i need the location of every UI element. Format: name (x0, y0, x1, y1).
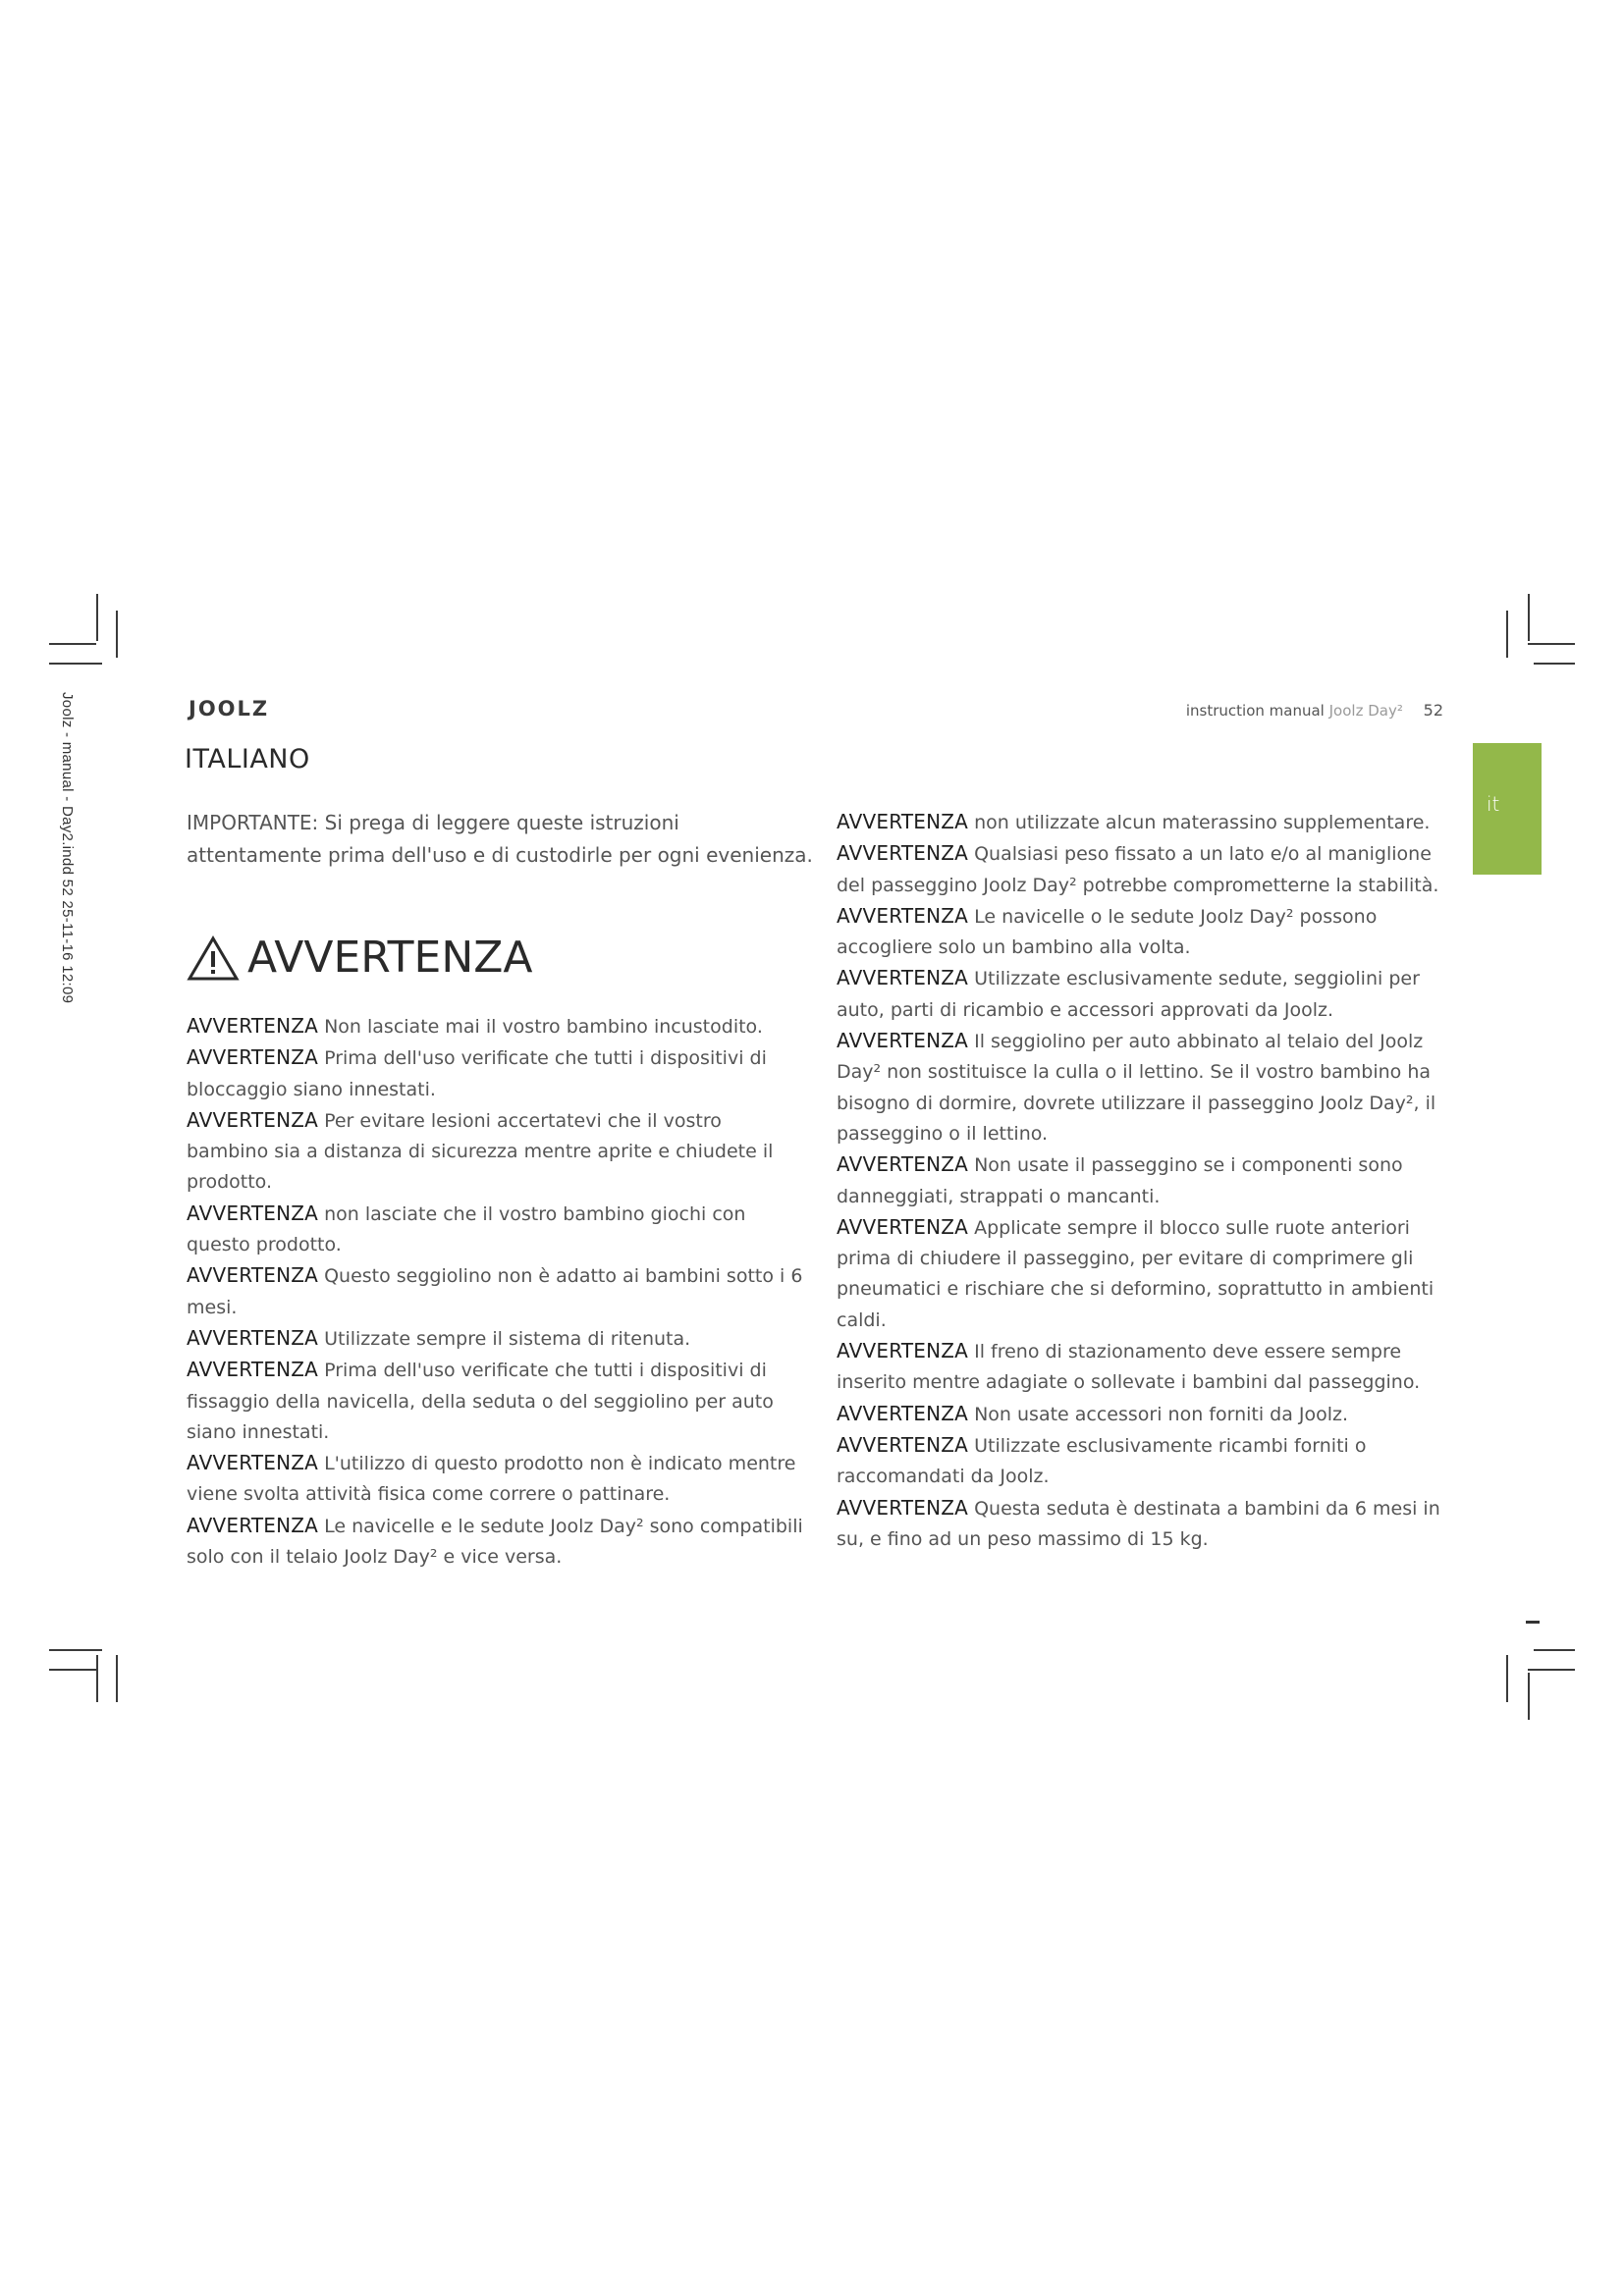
warning-text: Utilizzate esclusivamente sedute, seggiolini per auto, parti di ricambio e accessori approvati da Joolz. (837, 968, 1420, 1021)
language-tab (1473, 743, 1542, 875)
warning-keyword: AVVERTENZA (837, 1432, 969, 1457)
warning-text: non utilizzate alcun materassino supplementare. (968, 812, 1431, 833)
crop-mark (1534, 663, 1575, 665)
warning-keyword: AVVERTENZA (187, 1451, 319, 1475)
warning-item (187, 1199, 805, 1261)
crop-mark (1528, 643, 1575, 645)
warning-item (187, 1448, 805, 1511)
warning-text: Il freno di stazionamento deve essere sempre inserito mentre adagiate o sollevate i bambini dal passeggino. (837, 1341, 1421, 1394)
warning-item (187, 1260, 805, 1323)
crop-mark (1528, 1673, 1530, 1720)
warning-item (837, 1430, 1465, 1493)
warnings-right-column (837, 807, 1465, 1555)
warning-triangle-icon (187, 934, 240, 982)
warning-item (187, 1355, 805, 1448)
warning-keyword: AVVERTENZA (187, 1263, 319, 1288)
running-header (1178, 701, 1443, 720)
warning-text: Il seggiolino per auto abbinato al telaio del Joolz Day² non sostituisce la culla o il lettino. Se il vostro bambino ha bisogno di dormire, dovrete utilizzare il passeggino Joolz Day², il passeggino o il lettino. (837, 1031, 1436, 1145)
warning-item (187, 1105, 805, 1199)
warning-text: Per evitare lesioni accertatevi che il vostro bambino sia a distanza di sicurezza mentre aprite e chiudete il prodotto. (187, 1109, 774, 1194)
important-notice: IMPORTANTE: Si prega di leggere queste istruzioni attentamente prima dell'uso e di custodirle per ogni evenienza. (187, 811, 813, 867)
page-number: 52 (1423, 701, 1443, 720)
crop-mark (96, 594, 98, 641)
warning-item (837, 1336, 1465, 1399)
warning-text: Prima dell'uso verificate che tutti i dispositivi di bloccaggio siano innestati. (187, 1047, 767, 1100)
warning-keyword: AVVERTENZA (187, 1513, 319, 1537)
warning-item (187, 1011, 805, 1042)
warning-keyword: AVVERTENZA (837, 903, 969, 928)
crop-mark (1528, 1669, 1575, 1671)
warnings-left-column (187, 1011, 805, 1573)
warning-heading (187, 933, 533, 983)
warning-keyword: AVVERTENZA (187, 1107, 319, 1132)
language-tab-label: it (1487, 792, 1500, 816)
warning-keyword: AVVERTENZA (837, 1029, 969, 1053)
crop-mark (116, 1655, 118, 1702)
warning-text: Qualsiasi peso fissato a un lato e/o al maniglione del passeggino Joolz Day² potrebbe comprometterne la stabilità. (837, 843, 1439, 896)
page-dash-mark (1526, 1621, 1540, 1624)
warning-text: Prima dell'uso verificate che tutti i dispositivi di fissaggio della navicella, della seduta o del seggiolino per auto siano innestati. (187, 1360, 774, 1443)
crop-mark (1506, 611, 1508, 658)
warning-text: Questa seduta è destinata a bambini da 6 mesi in su, e fino ad un peso massimo di 15 kg. (837, 1497, 1440, 1550)
warning-keyword: AVVERTENZA (837, 1339, 969, 1363)
warning-item (837, 1212, 1465, 1336)
warning-keyword: AVVERTENZA (837, 1401, 969, 1425)
crop-mark (49, 1649, 102, 1651)
warning-item (837, 901, 1465, 964)
warning-item (187, 1511, 805, 1574)
warning-keyword: AVVERTENZA (837, 966, 969, 990)
warning-text: Non usate il passeggino se i componenti sono danneggiati, strappati o mancanti. (837, 1154, 1403, 1207)
warning-item (837, 838, 1465, 901)
warning-keyword: AVVERTENZA (187, 1358, 319, 1382)
warning-text: Le navicelle e le sedute Joolz Day² sono compatibili solo con il telaio Joolz Day² e vice versa. (187, 1515, 803, 1569)
crop-mark (116, 611, 118, 658)
print-slug: Joolz - manual - Day2.indd 52 25-11-16 12:09 (59, 692, 76, 1004)
crop-mark (1528, 594, 1530, 641)
warning-keyword: AVVERTENZA (837, 1214, 969, 1239)
product-label: Joolz Day² (1328, 702, 1403, 720)
warning-keyword: AVVERTENZA (837, 841, 969, 866)
crop-mark (96, 1655, 98, 1702)
brand-logo: JOOLZ (189, 697, 270, 721)
warning-item (837, 1493, 1465, 1556)
crop-mark (49, 643, 96, 645)
warning-keyword: AVVERTENZA (187, 1014, 319, 1038)
crop-mark (49, 1669, 96, 1671)
crop-mark (1534, 1649, 1575, 1651)
warning-text: Applicate sempre il blocco sulle ruote anteriori prima di chiudere il passeggino, per evitare di comprimere gli pneumatici e rischiare che si deformino, soprattutto in ambienti caldi. (837, 1216, 1435, 1331)
warning-item (837, 1026, 1465, 1149)
warning-item (187, 1323, 805, 1355)
warning-text: Utilizzate esclusivamente ricambi forniti o raccomandati da Joolz. (837, 1434, 1367, 1488)
warning-text: non lasciate che il vostro bambino giochi con questo prodotto. (187, 1202, 746, 1256)
warning-keyword: AVVERTENZA (837, 810, 969, 833)
section-title: ITALIANO (185, 744, 310, 774)
warning-item (837, 1149, 1465, 1212)
warning-text: Utilizzate sempre il sistema di ritenuta. (318, 1327, 691, 1350)
warning-text: Questo seggiolino non è adatto ai bambini sotto i 6 mesi. (187, 1265, 803, 1318)
warning-item (187, 1042, 805, 1105)
warning-text: L'utilizzo di questo prodotto non è indicato mentre viene svolta attività fisica come correre o pattinare. (187, 1453, 796, 1506)
crop-mark (49, 663, 102, 665)
manual-label: instruction manual (1185, 702, 1325, 720)
warning-item (837, 963, 1465, 1026)
warning-item (837, 1399, 1465, 1430)
warning-keyword: AVVERTENZA (187, 1325, 319, 1350)
warning-keyword: AVVERTENZA (187, 1201, 319, 1225)
warning-text: Le navicelle o le sedute Joolz Day² possono accogliere solo un bambino alla volta. (837, 905, 1378, 959)
crop-mark (1506, 1655, 1508, 1702)
warning-keyword: AVVERTENZA (837, 1152, 969, 1177)
warning-keyword: AVVERTENZA (187, 1045, 319, 1070)
warning-text: Non usate accessori non forniti da Joolz. (968, 1403, 1349, 1425)
warning-item (837, 807, 1465, 838)
warning-keyword: AVVERTENZA (837, 1495, 969, 1520)
warning-heading-text: AVVERTENZA (247, 933, 533, 983)
warning-text: Non lasciate mai il vostro bambino incustodito. (318, 1016, 763, 1038)
